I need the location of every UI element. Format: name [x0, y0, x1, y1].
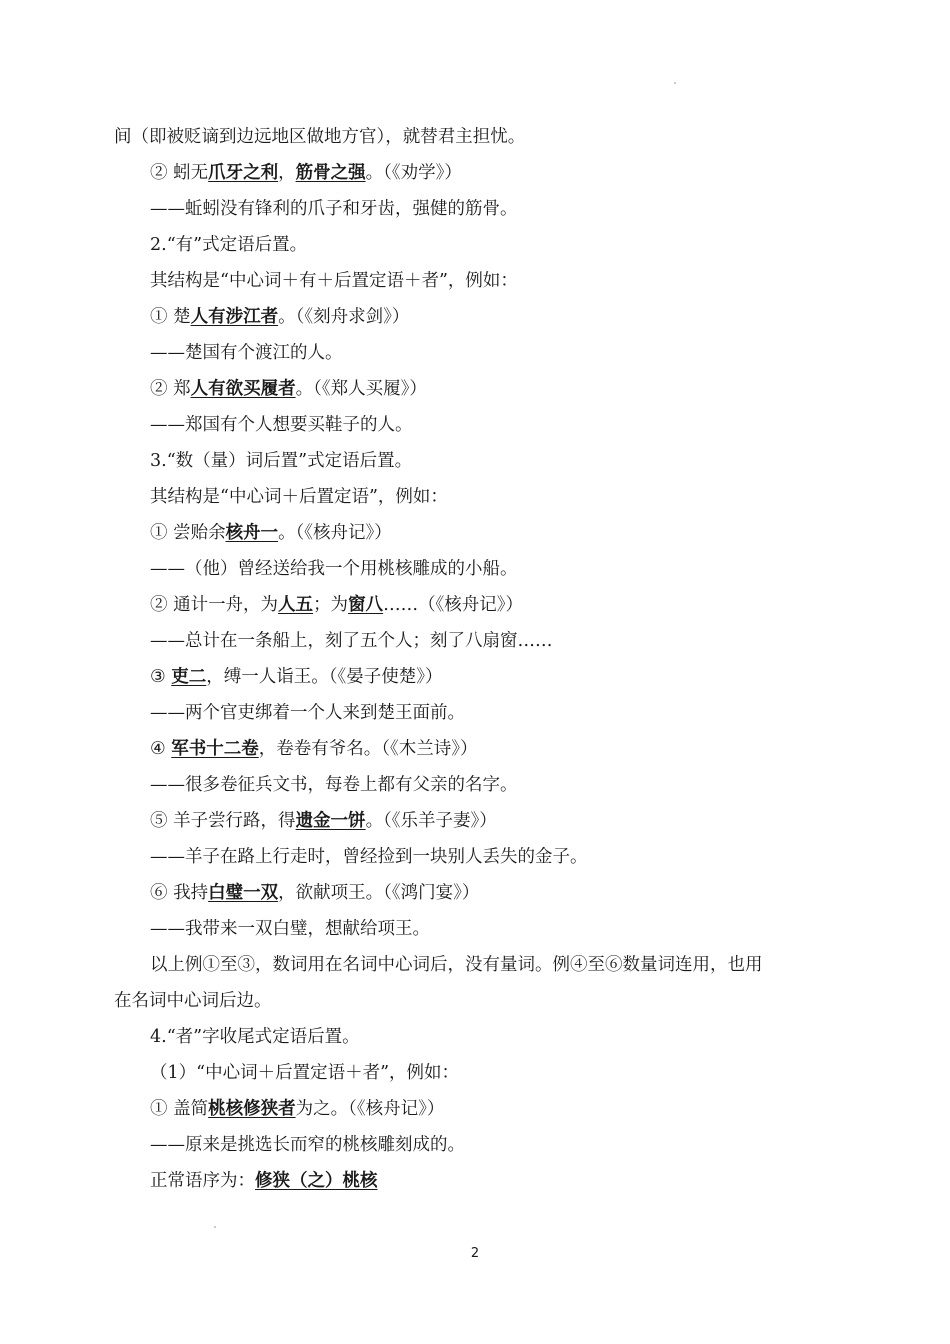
- highlighted-phrase: 吏二: [171, 667, 207, 687]
- example-line: ④ 军书十二卷，卷卷有爷名。（《木兰诗》）: [150, 739, 478, 759]
- text-line: 其结构是“中心词＋有＋后置定语＋者”，例如：: [150, 271, 518, 291]
- translation-line: ——（他）曾经送给我一个用桃核雕成的小船。: [150, 559, 518, 579]
- example-line: ⑥ 我持白璧一双，欲献项王。（《鸿门宴》）: [150, 883, 480, 903]
- translation-line: ——很多卷征兵文书，每卷上都有父亲的名字。: [150, 775, 518, 795]
- text-line: 其结构是“中心词＋后置定语”，例如：: [150, 487, 448, 507]
- highlighted-phrase: 筋骨之强: [295, 163, 366, 183]
- translation-line: ——楚国有个渡江的人。: [150, 343, 343, 363]
- highlighted-phrase: 人五: [278, 595, 314, 615]
- example-line: ① 楚人有涉江者。（《刻舟求剑》）: [150, 307, 410, 327]
- highlighted-phrase: 白璧一双: [208, 883, 279, 903]
- highlighted-phrase: 遗金一饼: [295, 811, 366, 831]
- section-heading: 2.“有”式定语后置。: [150, 235, 308, 255]
- text-line: 间（即被贬谪到边远地区做地方官），就替君主担忧。: [114, 127, 526, 147]
- translation-line: ——我带来一双白璧，想献给项王。: [150, 919, 430, 939]
- example-line: ⑤ 羊子尝行路，得遗金一饼。（《乐羊子妻》）: [150, 811, 497, 831]
- highlighted-phrase: 核舟一: [225, 523, 279, 543]
- example-line: ① 尝贻余核舟一。（《核舟记》）: [150, 523, 392, 543]
- translation-line: ——郑国有个人想要买鞋子的人。: [150, 415, 413, 435]
- page-number: 2: [470, 1246, 480, 1261]
- translation-line: ——蚯蚓没有锋利的爪子和牙齿，强健的筋骨。: [150, 199, 518, 219]
- text-line: 在名词中心词后边。: [114, 991, 272, 1011]
- section-heading: 4.“者”字收尾式定语后置。: [150, 1027, 360, 1047]
- translation-line: ——总计在一条船上，刻了五个人；刻了八扇窗……: [150, 631, 553, 651]
- highlighted-phrase: 修狭（之）桃核: [255, 1171, 378, 1191]
- highlighted-phrase: 爪牙之利: [208, 163, 279, 183]
- normal-order-line: 正常语序为：修狭（之）桃核: [150, 1171, 378, 1191]
- example-line: ② 郑人有欲买履者。（《郑人买履》）: [150, 379, 427, 399]
- scan-speck: [214, 1226, 216, 1228]
- highlighted-phrase: 窗八: [348, 595, 384, 615]
- section-heading: 3.“数（量）词后置”式定语后置。: [150, 451, 413, 471]
- example-line: ② 通计一舟，为人五；为窗八……（《核舟记》）: [150, 595, 524, 615]
- example-line: ② 蚓无爪牙之利，筋骨之强。（《劝学》）: [150, 163, 462, 183]
- scan-speck: [674, 82, 676, 84]
- example-line: ① 盖简桃核修狭者为之。（《核舟记》）: [150, 1099, 445, 1119]
- text-line: （1）“中心词＋后置定语＋者”，例如：: [150, 1063, 460, 1083]
- translation-line: ——两个官吏绑着一个人来到楚王面前。: [150, 703, 465, 723]
- highlighted-phrase: 军书十二卷: [171, 739, 259, 759]
- highlighted-phrase: 人有欲买履者: [190, 379, 296, 399]
- highlighted-phrase: 人有涉江者: [190, 307, 279, 327]
- translation-line: ——羊子在路上行走时，曾经捡到一块别人丢失的金子。: [150, 847, 588, 867]
- example-line: ③ 吏二，缚一人诣王。（《晏子使楚》）: [150, 667, 443, 687]
- translation-line: ——原来是挑选长而窄的桃核雕刻成的。: [150, 1135, 465, 1155]
- text-line: 以上例①至③，数词用在名词中心词后，没有量词。例④至⑥数量词连用，也用: [150, 955, 763, 975]
- highlighted-phrase: 桃核修狭者: [208, 1099, 296, 1119]
